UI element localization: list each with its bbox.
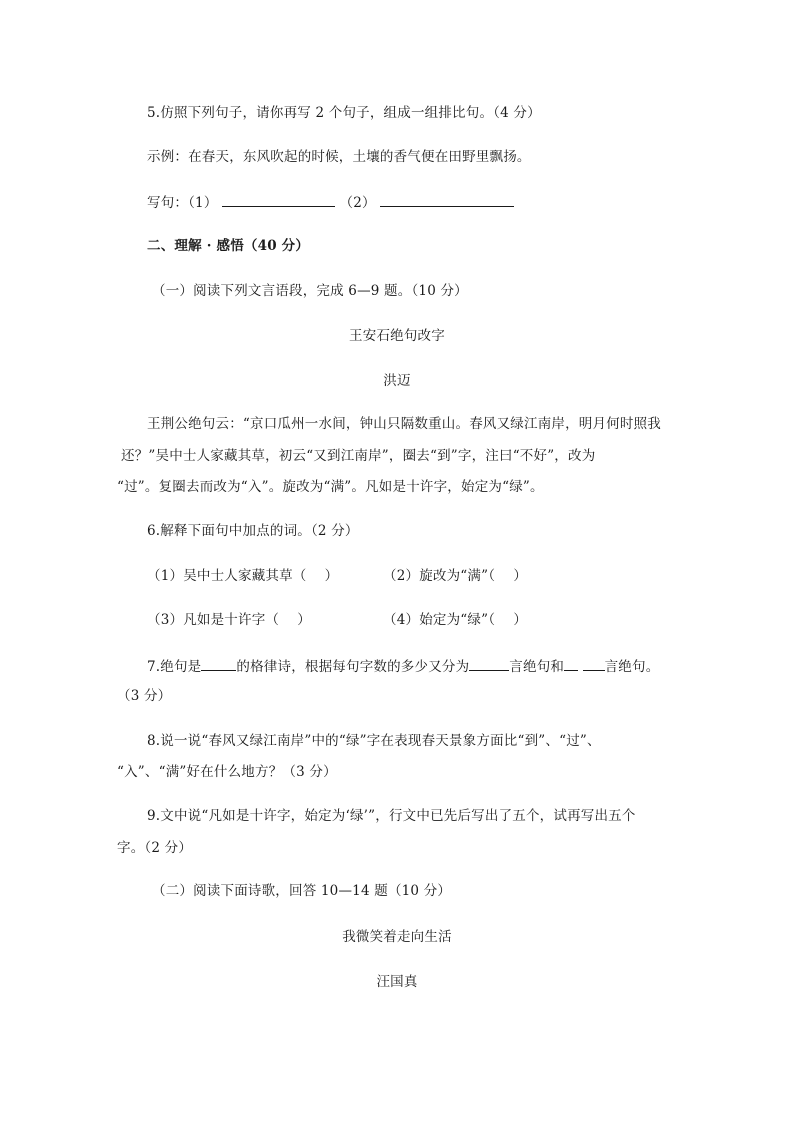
q6-item: （3）凡如是十许字（ ） bbox=[147, 612, 311, 628]
q6-prompt: 6.解释下面句中加点的词。（2 分） bbox=[147, 523, 359, 539]
q5-example: 示例：在春天，东风吹起的时候，土壤的香气便在田野里飘扬。 bbox=[147, 149, 531, 165]
q7-line1 bbox=[147, 656, 659, 677]
q5-write-label: 写句：（1） bbox=[147, 195, 218, 211]
q7-blank-3a[interactable] bbox=[564, 656, 578, 671]
q7-text-d: 言绝句。 bbox=[604, 659, 660, 675]
q5-prompt: 5.仿照下列句子，请你再写 2 个句子，组成一组排比句。（4 分） bbox=[147, 105, 541, 121]
q5-blank-2[interactable] bbox=[380, 192, 514, 207]
q8-line1: 8.说一说“春风又绿江南岸”中的“绿”字在表现春天景象方面比“到”、“过”、 bbox=[147, 733, 601, 749]
section-heading: 二、理解 · 感悟（40 分） bbox=[147, 238, 310, 254]
q7-blank-3b[interactable] bbox=[583, 656, 605, 671]
passage-line: 还？”吴中士人家藏其草，初云“又到江南岸”，圈去“到”字，注曰“不好”，改为 bbox=[121, 448, 596, 464]
q7-text-a: 7.绝句是 bbox=[147, 659, 202, 675]
q5-write-label-2: （2） bbox=[339, 195, 376, 211]
part1-author: 洪迈 bbox=[383, 373, 411, 389]
part1-title: 王安石绝句改字 bbox=[349, 328, 445, 344]
part2-author: 汪国真 bbox=[376, 974, 418, 990]
q7-line2: （3 分） bbox=[117, 688, 172, 704]
part1-intro: （一）阅读下列文言语段，完成 6—9 题。（10 分） bbox=[152, 283, 468, 299]
q6-item: （4）始定为“绿”（ ） bbox=[383, 612, 528, 628]
q9-line2: 字。（2 分） bbox=[117, 840, 193, 856]
q7-text-b: 的格律诗，根据每句字数的多少又分为 bbox=[236, 659, 470, 675]
q8-line2: “入”、“满”好在什么地方？（3 分） bbox=[117, 764, 337, 780]
q7-blank-1[interactable] bbox=[201, 656, 236, 671]
part2-intro: （二）阅读下面诗歌，回答 10—14 题（10 分） bbox=[152, 883, 452, 899]
part2-title: 我微笑着走向生活 bbox=[342, 929, 452, 945]
q6-item: （2）旋改为“满”（ ） bbox=[383, 568, 528, 584]
passage-line: “过”。复圈去而改为“入”。旋改为“满”。凡如是十许字，始定为“绿”。 bbox=[117, 479, 544, 495]
q9-line1: 9.文中说“凡如是十许字，始定为‘绿’”，行文中已先后写出了五个，试再写出五个 bbox=[147, 808, 636, 824]
q7-text-c: 言绝句和 bbox=[509, 659, 565, 675]
q5-blank-1[interactable] bbox=[222, 192, 335, 207]
q6-item: （1）吴中士人家藏其草（ ） bbox=[147, 568, 339, 584]
passage-line: 王荆公绝句云：“京口瓜州一水间，钟山只隔数重山。春风又绿江南岸，明月何时照我 bbox=[147, 416, 662, 432]
q7-blank-2[interactable] bbox=[469, 656, 509, 671]
q5-write-line bbox=[147, 192, 514, 213]
